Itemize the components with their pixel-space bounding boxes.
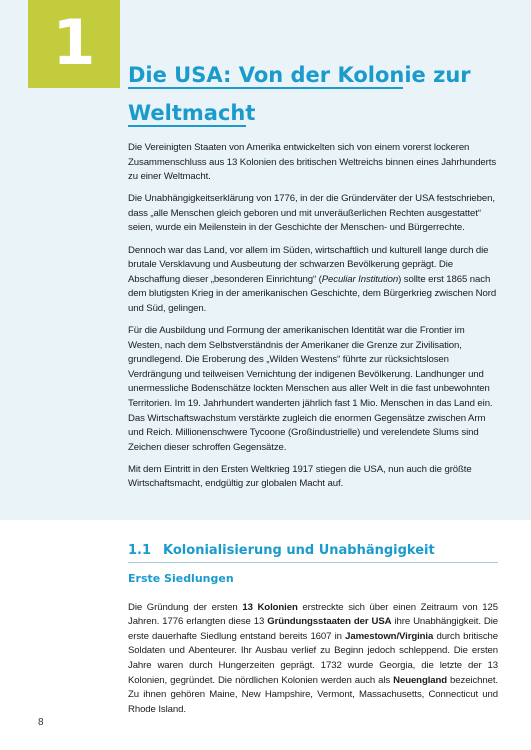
section-heading <box>128 542 498 560</box>
body-bold-2: Gründungsstaaten der USA <box>267 616 392 628</box>
chapter-title <box>128 56 498 132</box>
body-text-1: Die Gründung der ersten <box>128 601 243 613</box>
chapter-title-line-1: Die USA: Von der Kolonie zur <box>128 63 471 87</box>
intro-paragraph-1: Die Vereinigten Staaten von Amerika entwickelten sich von einem vorerst lockeren Zusammenschluss aus 13 Kolonien des britischen Weltreichs binnen eines Jahrhunderts zu einer Weltmacht. <box>128 142 497 183</box>
intro-paragraph-4: Für die Ausbildung und Formung der amerikanischen Identität war die Frontier im Westen, nach dem Selbstverständnis der Amerikaner die Grenze zur Zivilisation, grundlegend. Die Eroberung des „Wilden Westens“ führte zur rücksichtslosen Verdrängung und teilweisen Vernichtung der indigenen Bevölkerung. Landhunger und unermessliche Bodenschätze lockten Menschen aus aller Welt in die fast unbewohnten Territorien. Im 19. Jahrhundert wanderten jährlich fast 1 Mio. Menschen in das Land ein. Das Wirtschaftswachstum verstärkte zugleich die enormen Gegensätze zwischen Arm und Reich. Millionenschwere Tycoone (Großindustrielle) und verelendete Slums sind Zeichen dieser schroffen Gegensätze. <box>128 325 493 453</box>
intro-paragraph-5: Mit dem Eintritt in den Ersten Weltkrieg 1917 stiegen die USA, nun auch die größte Wirtschaftsmacht, endgültig zur globalen Macht auf. <box>128 463 472 490</box>
body-bold-1: 13 Kolonien <box>242 601 298 613</box>
body-bold-3: Jamestown/Virginia <box>345 630 434 642</box>
body-paragraph <box>128 601 498 718</box>
intro-text <box>128 141 498 500</box>
chapter-title-line-2: Weltmacht <box>128 101 256 125</box>
section-number: 1.1 <box>128 543 152 558</box>
chapter-number: 1 <box>52 6 96 79</box>
intro-paragraph-3-italic: Peculiar Institution <box>321 273 399 285</box>
body-text-5: bezeichnet. Zu ihnen gehören Maine, New Hampshire, Vermont, Massachusetts, Connecticut und Rhode Island. <box>128 674 499 715</box>
body-text-2: erstreckte sich über einen Zeitraum von 125 Jahren. 1776 erlangten diese 13 <box>128 601 498 628</box>
intro-paragraph-3-text-b: ) sollte erst 1865 nach dem blutigsten Krieg in der amerikanischen Geschichte, dem Bürgerkrieg zwischen Nord und Süd, gelingen. <box>128 273 497 314</box>
chapter-title-underline-1 <box>128 87 403 89</box>
body-text-3: ihre Unabhängigkeit. Die erste dauerhafte Siedlung entstand bereits 1607 in <box>128 616 498 642</box>
section-title: Kolonialisierung und Unabhängigkeit <box>163 543 435 558</box>
intro-paragraph-3-text-a: Dennoch war das Land, vor allem im Süden, wirtschaftlich und kulturell lange durch die brutale Versklavung und Ausbeutung der schwarzen Bevölkerung geprägt. Die Abschaffung dieser „besonderen Einrichtung“ ( <box>128 244 489 285</box>
body-text-4: durch britische Soldaten und Abenteurer. Ihr Ausbau verlief zu Beginn jedoch schleppend. Die ersten Jahre waren durch Hungerzeiten geprägt. 1732 wurde Georgia, die letzte der 13 Kolonien, gegründet. Die nördlichen Kolonien werden auch als <box>128 630 498 686</box>
intro-paragraph-3 <box>128 244 498 317</box>
subsection-heading: Erste Siedlungen <box>128 572 234 585</box>
page-number: 8 <box>38 717 44 728</box>
chapter-title-underline-2 <box>128 125 246 127</box>
chapter-number-block <box>28 0 120 88</box>
section-rule <box>128 562 498 563</box>
body-bold-4: Neuengland <box>393 674 448 686</box>
intro-paragraph-2: Die Unabhängigkeitserklärung von 1776, in der die Gründerväter der USA festschrieben, dass „alle Menschen gleich geboren und mit unveräußerlichen Rechten ausgestattet“ seien, wurde ein Meilenstein in der Geschichte der Menschen- und Bürgerrechte. <box>128 193 495 234</box>
